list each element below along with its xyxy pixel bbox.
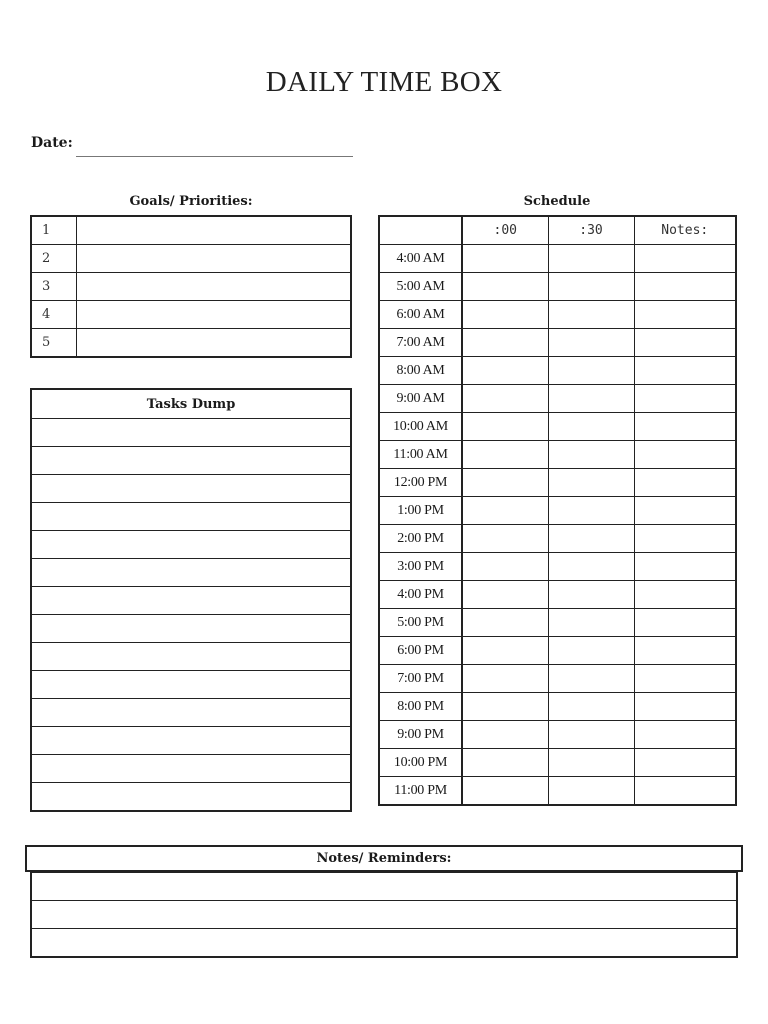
schedule-slot-00-cell[interactable]	[462, 469, 548, 497]
schedule-slot-00-cell[interactable]	[462, 245, 548, 273]
schedule-slot-00-cell[interactable]	[462, 525, 548, 553]
schedule-slot-30-cell[interactable]	[548, 749, 634, 777]
task-row	[31, 783, 351, 812]
schedule-time: 9:00 AM	[379, 385, 462, 413]
schedule-time: 10:00 AM	[379, 413, 462, 441]
task-row	[31, 587, 351, 615]
schedule-time: 5:00 PM	[379, 609, 462, 637]
schedule-slot-00-cell[interactable]	[462, 749, 548, 777]
task-row	[31, 475, 351, 503]
schedule-slot-notes-cell[interactable]	[634, 301, 736, 329]
schedule-slot-notes-cell[interactable]	[634, 357, 736, 385]
schedule-heading: Schedule	[523, 194, 591, 209]
goal-row	[31, 216, 351, 245]
schedule-time: 7:00 PM	[379, 665, 462, 693]
schedule-slot-00-cell[interactable]	[462, 413, 548, 441]
schedule-row	[379, 357, 736, 385]
schedule-slot-30-cell[interactable]	[548, 273, 634, 301]
schedule-time: 11:00 PM	[379, 777, 462, 806]
schedule-column-header	[379, 216, 462, 245]
schedule-column-header: Notes:	[634, 216, 736, 245]
date-label: Date:	[31, 135, 73, 151]
schedule-row	[379, 693, 736, 721]
goal-number: 2	[31, 245, 76, 273]
schedule-row	[379, 525, 736, 553]
goal-row	[31, 301, 351, 329]
schedule-slot-30-cell[interactable]	[548, 469, 634, 497]
schedule-slot-30-cell[interactable]	[548, 329, 634, 357]
task-entry[interactable]	[31, 755, 351, 783]
schedule-slot-30-cell[interactable]	[548, 581, 634, 609]
schedule-slot-30-cell[interactable]	[548, 665, 634, 693]
schedule-slot-00-cell[interactable]	[462, 357, 548, 385]
schedule-slot-30-cell[interactable]	[548, 245, 634, 273]
task-entry[interactable]	[31, 783, 351, 812]
task-row	[31, 419, 351, 447]
goal-entry[interactable]	[76, 301, 351, 329]
goal-entry[interactable]	[76, 216, 351, 245]
schedule-slot-30-cell[interactable]	[548, 441, 634, 469]
task-entry[interactable]	[31, 587, 351, 615]
date-field[interactable]	[76, 156, 353, 157]
schedule-row	[379, 553, 736, 581]
schedule-slot-notes-cell[interactable]	[634, 637, 736, 665]
schedule-row	[379, 273, 736, 301]
task-row	[31, 699, 351, 727]
schedule-row	[379, 301, 736, 329]
task-row	[31, 643, 351, 671]
notes-entry[interactable]	[31, 901, 737, 929]
task-entry[interactable]	[31, 475, 351, 503]
schedule-slot-30-cell[interactable]	[548, 357, 634, 385]
task-entry[interactable]	[31, 615, 351, 643]
schedule-row	[379, 581, 736, 609]
notes-row	[31, 872, 737, 901]
schedule-row	[379, 329, 736, 357]
notes-entry[interactable]	[31, 872, 737, 901]
schedule-slot-00-cell[interactable]	[462, 609, 548, 637]
schedule-slot-00-cell[interactable]	[462, 329, 548, 357]
goal-row	[31, 273, 351, 301]
schedule-slot-00-cell[interactable]	[462, 441, 548, 469]
schedule-time: 6:00 PM	[379, 637, 462, 665]
goal-number: 4	[31, 301, 76, 329]
task-row	[31, 727, 351, 755]
schedule-slot-30-cell[interactable]	[548, 553, 634, 581]
schedule-row	[379, 777, 736, 806]
schedule-slot-30-cell[interactable]	[548, 497, 634, 525]
task-entry[interactable]	[31, 419, 351, 447]
schedule-slot-30-cell[interactable]	[548, 637, 634, 665]
goal-entry[interactable]	[76, 273, 351, 301]
notes-row	[31, 901, 737, 929]
schedule-slot-notes-cell[interactable]	[634, 721, 736, 749]
schedule-slot-notes-cell[interactable]	[634, 441, 736, 469]
schedule-slot-notes-cell[interactable]	[634, 553, 736, 581]
schedule-slot-notes-cell[interactable]	[634, 385, 736, 413]
schedule-table	[378, 215, 737, 806]
goals-table	[30, 215, 352, 358]
task-row	[31, 559, 351, 587]
schedule-row	[379, 413, 736, 441]
notes-heading: Notes/ Reminders:	[25, 845, 743, 872]
schedule-time: 3:00 PM	[379, 553, 462, 581]
task-row	[31, 531, 351, 559]
schedule-slot-notes-cell[interactable]	[634, 581, 736, 609]
schedule-row	[379, 721, 736, 749]
schedule-column-header: :30	[548, 216, 634, 245]
schedule-slot-00-cell[interactable]	[462, 497, 548, 525]
schedule-time: 4:00 AM	[379, 245, 462, 273]
schedule-time: 6:00 AM	[379, 301, 462, 329]
task-entry[interactable]	[31, 643, 351, 671]
task-row	[31, 755, 351, 783]
schedule-time: 1:00 PM	[379, 497, 462, 525]
task-row	[31, 671, 351, 699]
schedule-slot-00-cell[interactable]	[462, 637, 548, 665]
schedule-slot-notes-cell[interactable]	[634, 245, 736, 273]
schedule-slot-30-cell[interactable]	[548, 413, 634, 441]
task-entry[interactable]	[31, 727, 351, 755]
schedule-slot-30-cell[interactable]	[548, 301, 634, 329]
schedule-time: 4:00 PM	[379, 581, 462, 609]
schedule-slot-00-cell[interactable]	[462, 581, 548, 609]
schedule-slot-notes-cell[interactable]	[634, 693, 736, 721]
schedule-slot-notes-cell[interactable]	[634, 665, 736, 693]
schedule-slot-notes-cell[interactable]	[634, 329, 736, 357]
notes-row	[31, 929, 737, 958]
schedule-time: 5:00 AM	[379, 273, 462, 301]
schedule-slot-notes-cell[interactable]	[634, 469, 736, 497]
task-entry[interactable]	[31, 447, 351, 475]
schedule-slot-30-cell[interactable]	[548, 693, 634, 721]
schedule-slot-notes-cell[interactable]	[634, 273, 736, 301]
schedule-time: 2:00 PM	[379, 525, 462, 553]
goal-row	[31, 329, 351, 358]
schedule-slot-30-cell[interactable]	[548, 609, 634, 637]
schedule-slot-30-cell[interactable]	[548, 777, 634, 806]
schedule-time: 8:00 PM	[379, 693, 462, 721]
schedule-slot-notes-cell[interactable]	[634, 413, 736, 441]
schedule-slot-notes-cell[interactable]	[634, 749, 736, 777]
schedule-slot-00-cell[interactable]	[462, 273, 548, 301]
schedule-slot-00-cell[interactable]	[462, 693, 548, 721]
schedule-row	[379, 665, 736, 693]
schedule-row	[379, 441, 736, 469]
task-row	[31, 447, 351, 475]
notes-table	[30, 871, 738, 958]
schedule-row	[379, 245, 736, 273]
schedule-row	[379, 637, 736, 665]
task-entry[interactable]	[31, 699, 351, 727]
schedule-row	[379, 385, 736, 413]
schedule-slot-00-cell[interactable]	[462, 301, 548, 329]
schedule-time: 7:00 AM	[379, 329, 462, 357]
goal-number: 5	[31, 329, 76, 358]
schedule-time: 11:00 AM	[379, 441, 462, 469]
goal-entry[interactable]	[76, 329, 351, 358]
goal-number: 1	[31, 216, 76, 245]
goal-row	[31, 245, 351, 273]
task-entry[interactable]	[31, 559, 351, 587]
schedule-column-header: :00	[462, 216, 548, 245]
schedule-slot-30-cell[interactable]	[548, 525, 634, 553]
task-row	[31, 615, 351, 643]
schedule-slot-00-cell[interactable]	[462, 721, 548, 749]
schedule-row	[379, 497, 736, 525]
schedule-time: 9:00 PM	[379, 721, 462, 749]
schedule-slot-00-cell[interactable]	[462, 665, 548, 693]
schedule-slot-notes-cell[interactable]	[634, 525, 736, 553]
tasks-table	[30, 388, 352, 812]
schedule-row	[379, 609, 736, 637]
task-entry[interactable]	[31, 503, 351, 531]
schedule-slot-30-cell[interactable]	[548, 721, 634, 749]
notes-entry[interactable]	[31, 929, 737, 958]
schedule-row	[379, 749, 736, 777]
task-entry[interactable]	[31, 671, 351, 699]
goal-number: 3	[31, 273, 76, 301]
schedule-slot-00-cell[interactable]	[462, 553, 548, 581]
schedule-slot-notes-cell[interactable]	[634, 497, 736, 525]
schedule-slot-notes-cell[interactable]	[634, 609, 736, 637]
schedule-slot-30-cell[interactable]	[548, 385, 634, 413]
schedule-slot-00-cell[interactable]	[462, 385, 548, 413]
schedule-time: 12:00 PM	[379, 469, 462, 497]
task-row	[31, 503, 351, 531]
goals-heading: Goals/ Priorities:	[129, 194, 253, 209]
schedule-slot-00-cell[interactable]	[462, 777, 548, 806]
goal-entry[interactable]	[76, 245, 351, 273]
tasks-heading: Tasks Dump	[31, 389, 351, 419]
schedule-time: 10:00 PM	[379, 749, 462, 777]
schedule-header-row	[379, 216, 736, 245]
schedule-slot-notes-cell[interactable]	[634, 777, 736, 806]
task-entry[interactable]	[31, 531, 351, 559]
schedule-row	[379, 469, 736, 497]
page-title: DAILY TIME BOX	[265, 66, 503, 98]
schedule-time: 8:00 AM	[379, 357, 462, 385]
